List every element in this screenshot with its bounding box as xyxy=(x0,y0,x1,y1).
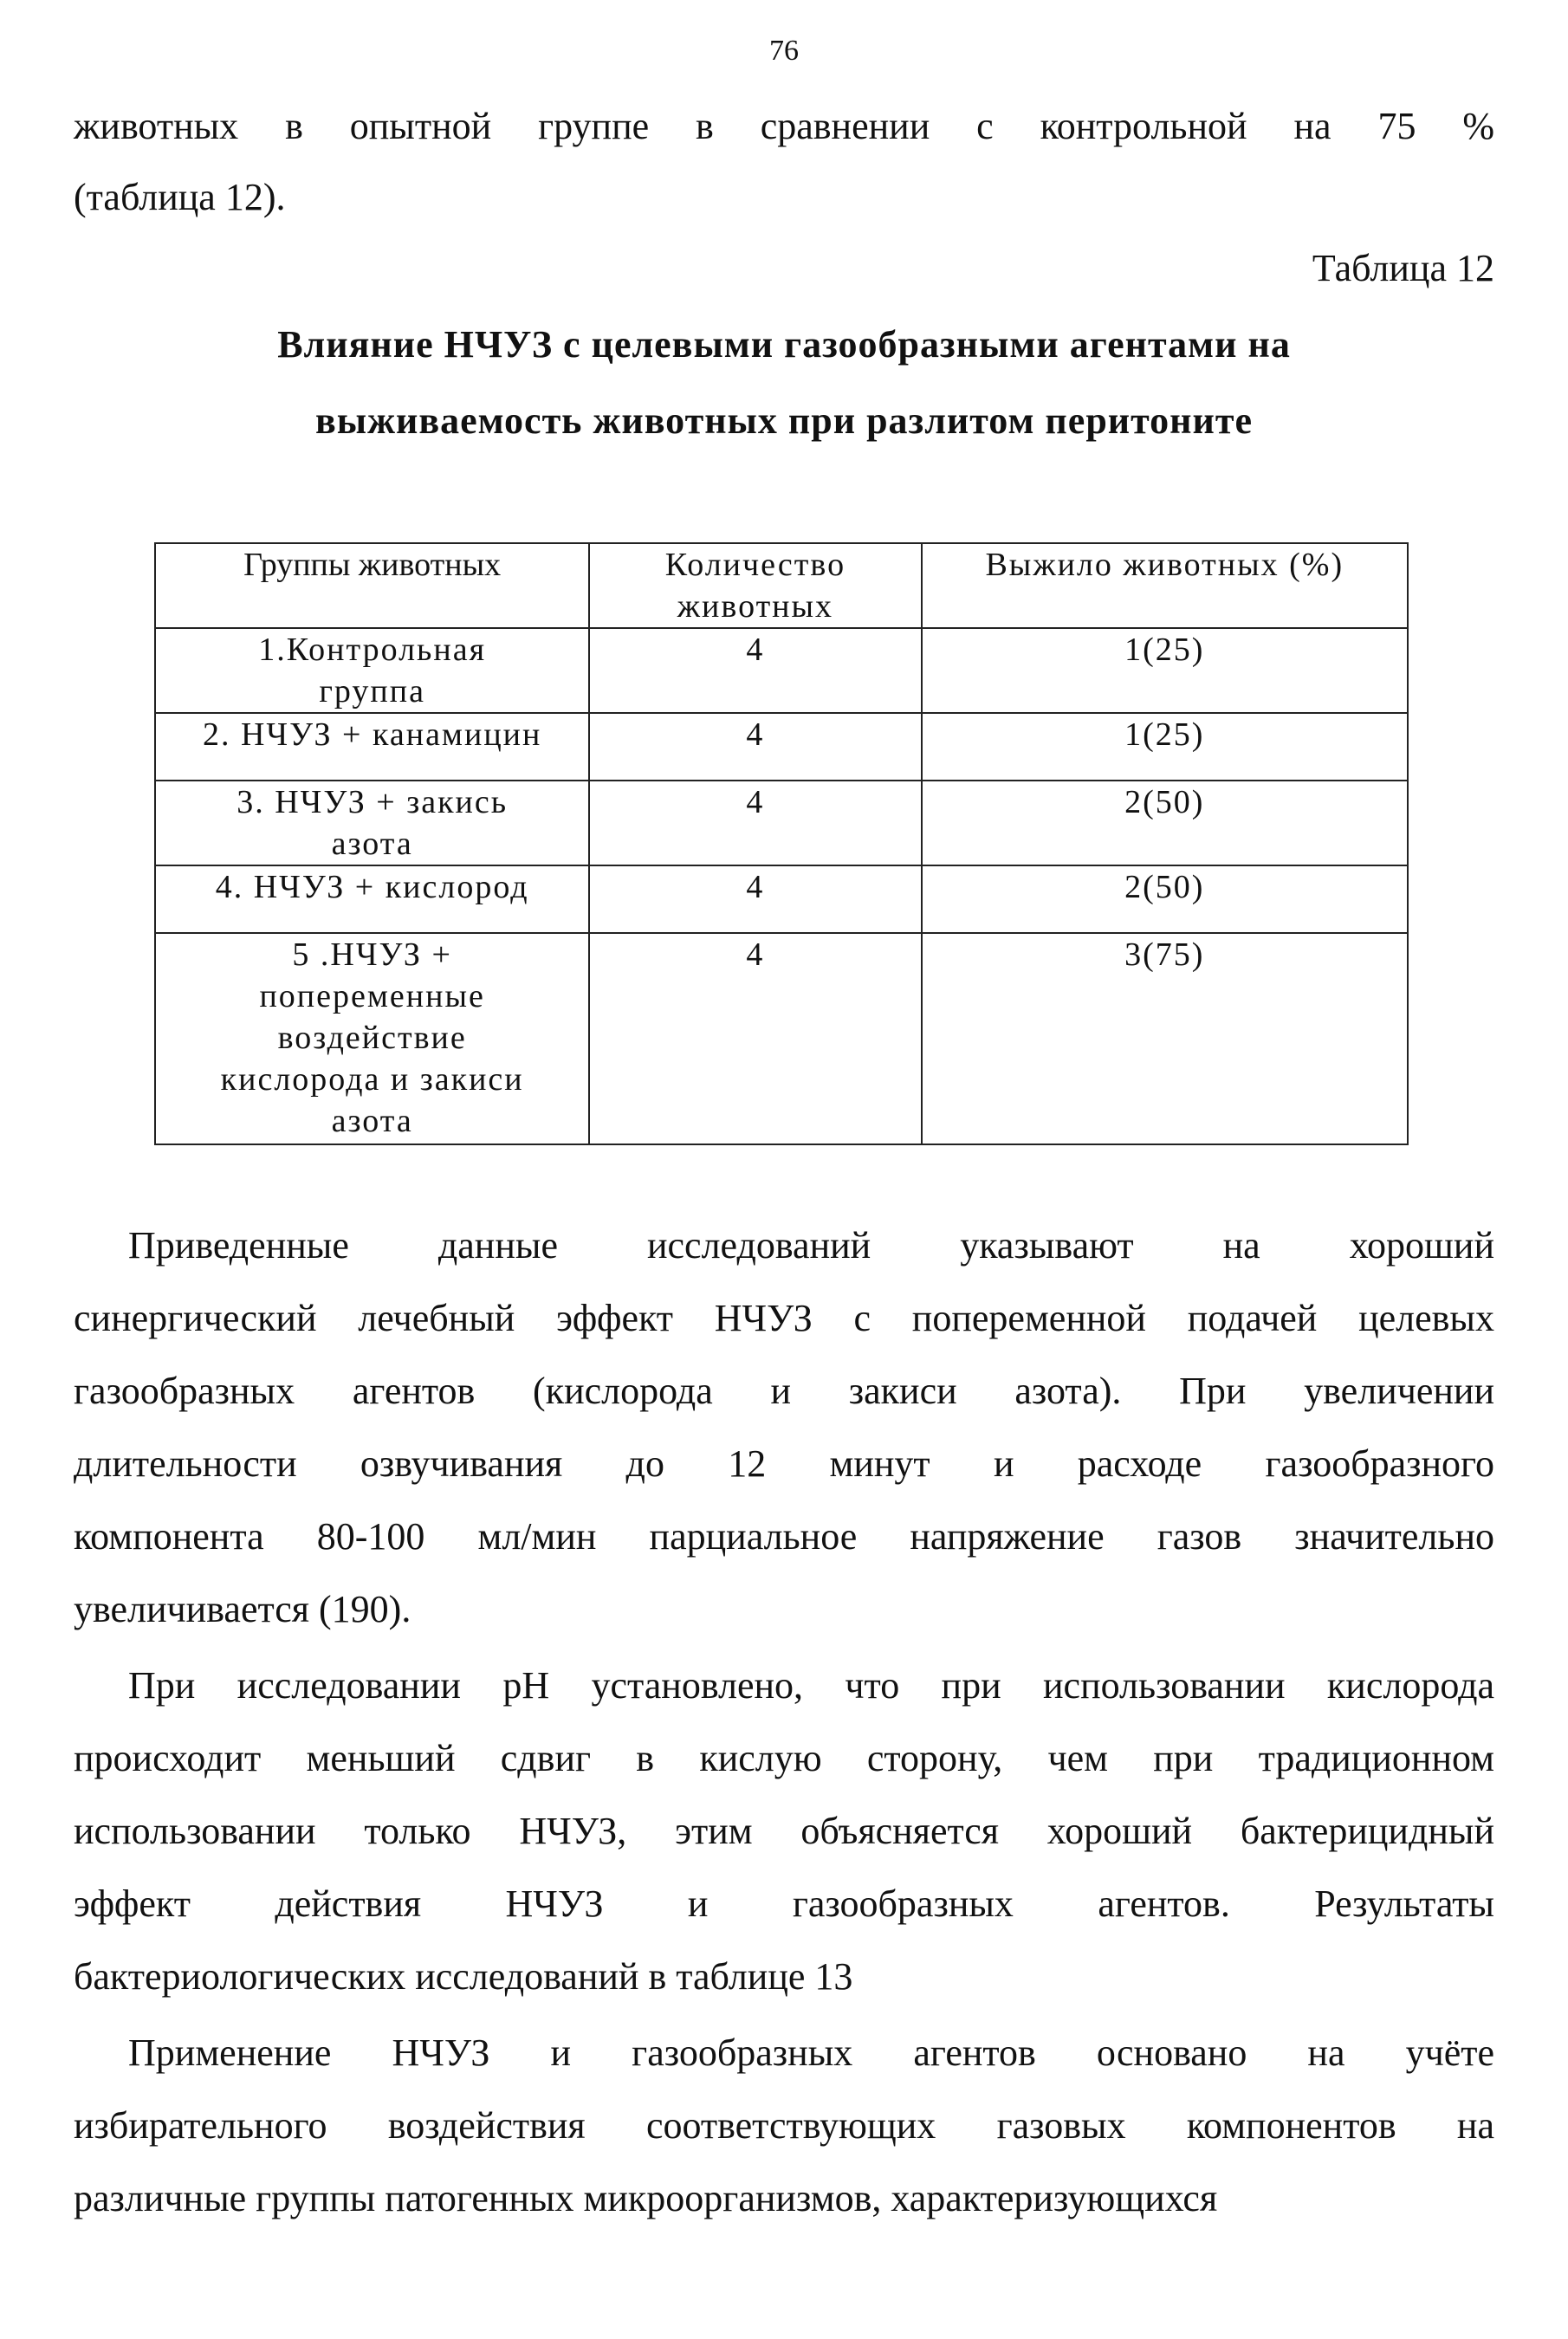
paragraph-1-line: увеличивается (190). xyxy=(74,1588,411,1630)
table-row xyxy=(155,781,1408,865)
paragraph-2-line: эффект действия НЧУЗ и газообразных агентов. Результаты xyxy=(74,1882,1494,1925)
cell-count: 4 xyxy=(589,628,921,713)
cell-group: 5 .НЧУЗ + попеременные воздействие кислорода и закиси азота xyxy=(155,933,589,1144)
paragraph-1-line: синергический лечебный эффект НЧУЗ с попеременной подачей целевых xyxy=(74,1297,1494,1339)
cell-survived: 2(50) xyxy=(922,781,1408,865)
cell-count: 4 xyxy=(589,713,921,781)
paragraph-2-line: использовании только НЧУЗ, этим объясняется хороший бактерицидный xyxy=(74,1810,1494,1852)
paragraph-3-line: избирательного воздействия соответствующих газовых компонентов на xyxy=(74,2104,1494,2147)
cell-survived: 2(50) xyxy=(922,865,1408,933)
paragraph-1-line: Приведенные данные исследований указывают на хороший xyxy=(128,1224,1494,1267)
paragraph-3-line: различные группы патогенных микроорганизмов, характеризующихся xyxy=(74,2177,1218,2219)
cell-survived: 1(25) xyxy=(922,713,1408,781)
paragraph-3-line: Применение НЧУЗ и газообразных агентов основано на учёте xyxy=(128,2031,1494,2074)
table-label: Таблица 12 xyxy=(1312,247,1494,289)
header-groups: Группы животных xyxy=(155,543,589,628)
cell-group: 2. НЧУЗ + канамицин xyxy=(155,713,589,781)
table-row xyxy=(155,628,1408,713)
table-header-row xyxy=(155,543,1408,628)
survival-table xyxy=(154,542,1409,1145)
cell-count: 4 xyxy=(589,781,921,865)
table-title-line: выживаемость животных при разлитом перитоните xyxy=(314,399,1254,442)
cell-survived: 1(25) xyxy=(922,628,1408,713)
paragraph-2-line: происходит меньший сдвиг в кислую сторону, чем при традиционном xyxy=(74,1737,1494,1779)
intro-line: животных в опытной группе в сравнении с контрольной на 75 % xyxy=(74,105,1494,147)
table-row xyxy=(155,933,1408,1144)
cell-group: 1.Контрольная группа xyxy=(155,628,589,713)
table-title-line: Влияние НЧУЗ с целевыми газообразными агентами на xyxy=(277,323,1291,366)
paragraph-1-line: длительности озвучивания до 12 минут и расходе газообразного xyxy=(74,1442,1494,1485)
cell-count: 4 xyxy=(589,865,921,933)
header-count: Количество животных xyxy=(589,543,921,628)
header-survived: Выжило животных (%) xyxy=(922,543,1408,628)
paragraph-1-line: газообразных агентов (кислорода и закиси азота). При увеличении xyxy=(74,1370,1494,1412)
table-row xyxy=(155,865,1408,933)
page-number: 76 xyxy=(769,35,799,67)
cell-count: 4 xyxy=(589,933,921,1144)
cell-group: 4. НЧУЗ + кислород xyxy=(155,865,589,933)
paragraph-2-line: При исследовании pH установлено, что при использовании кислорода xyxy=(128,1664,1494,1707)
cell-group: 3. НЧУЗ + закись азота xyxy=(155,781,589,865)
paragraph-2-line: бактериологических исследований в таблице 13 xyxy=(74,1955,853,1998)
table-row xyxy=(155,713,1408,781)
paragraph-1-line: компонента 80-100 мл/мин парциальное напряжение газов значительно xyxy=(74,1515,1494,1558)
intro-line: (таблица 12). xyxy=(74,176,286,218)
cell-survived: 3(75) xyxy=(922,933,1408,1144)
